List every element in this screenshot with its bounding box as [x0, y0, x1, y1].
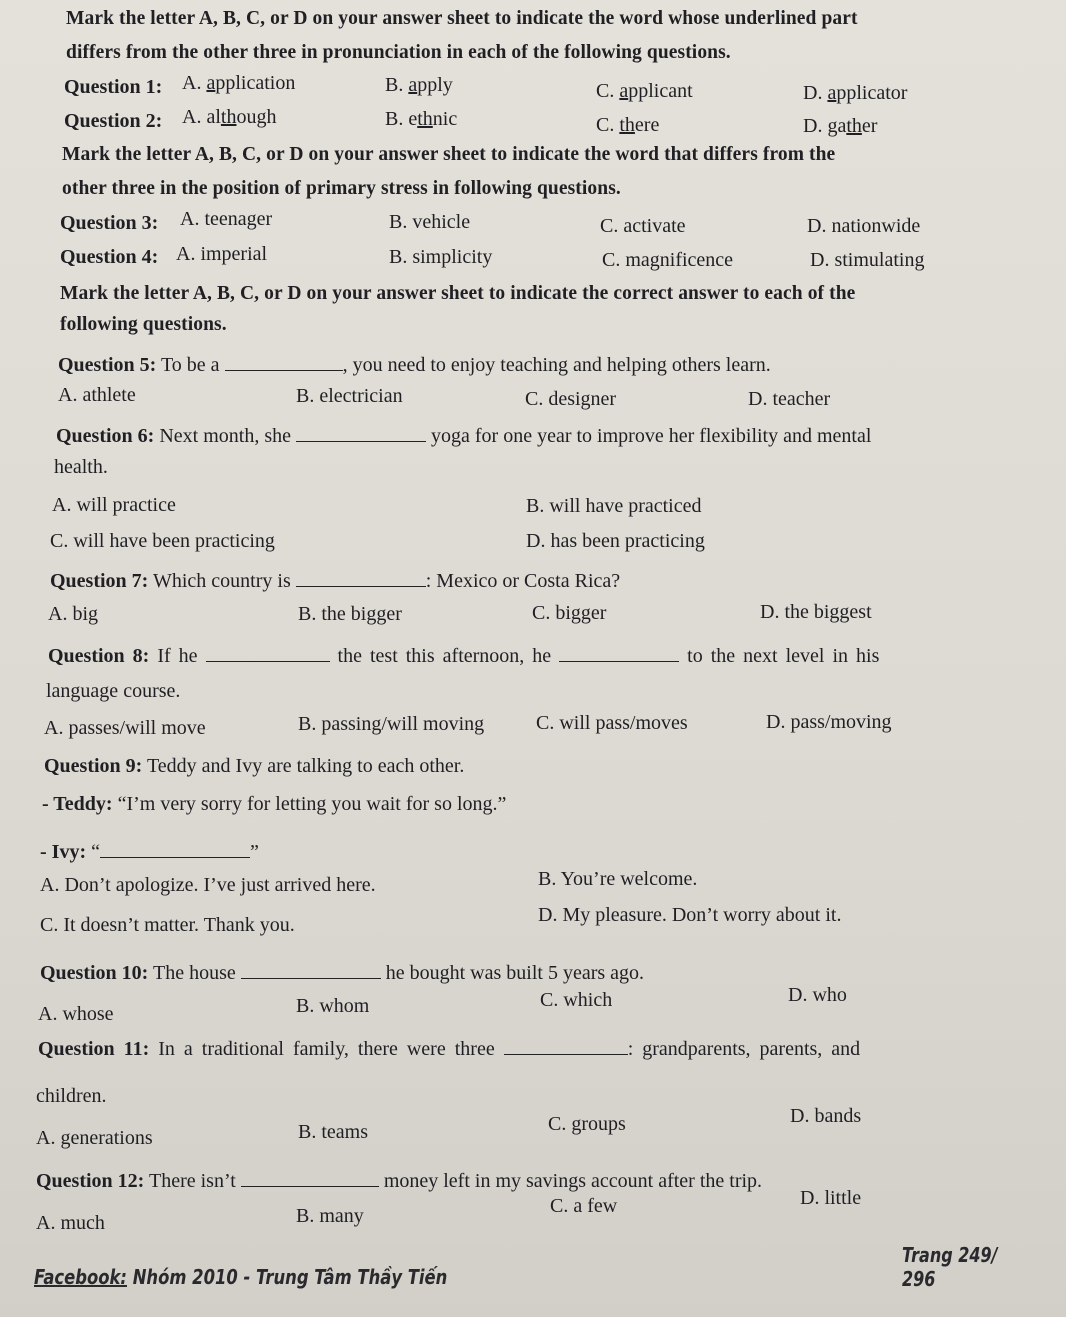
- q10-option-b: B. whom: [296, 995, 370, 1017]
- question-11-stem: Question 11: In a traditional family, there were three : grandparents, parents, and: [38, 1034, 860, 1061]
- q5-option-c: C. designer: [525, 388, 617, 410]
- q5-option-a: A. athlete: [58, 384, 136, 406]
- section2-instruction-line1: Mark the letter A, B, C, or D on your answer sheet to indicate the word that differs from the: [62, 144, 836, 165]
- q4-option-d: D. stimulating: [810, 249, 925, 271]
- q1-option-c: C. applicant: [596, 80, 693, 102]
- question-3-label: Question 3:: [60, 212, 159, 234]
- q7-option-a: A. big: [48, 603, 98, 625]
- q9-option-d: D. My pleasure. Don’t worry about it.: [538, 904, 842, 926]
- question-7-stem: Question 7: Which country is : Mexico or Costa Rica?: [50, 566, 620, 593]
- q7-option-b: B. the bigger: [298, 603, 402, 625]
- q6-option-a: A. will practice: [52, 494, 176, 516]
- q2-option-a: A. although: [182, 106, 277, 128]
- q11-option-a: A. generations: [36, 1127, 153, 1149]
- q9-ivy-line: - Ivy: “ ”: [40, 837, 259, 864]
- q4-option-c: C. magnificence: [602, 249, 734, 271]
- q9-option-b: B. You’re welcome.: [538, 868, 698, 890]
- q12-option-d: D. little: [800, 1187, 862, 1209]
- section1-instruction-line2: differs from the other three in pronunciation in each of the following questions.: [66, 42, 731, 63]
- q1-option-d: D. applicator: [803, 82, 908, 104]
- question-4-label: Question 4:: [60, 246, 159, 268]
- section3-instruction-line1: Mark the letter A, B, C, or D on your answer sheet to indicate the correct answer to each of the: [60, 283, 856, 304]
- q12-option-a: A. much: [36, 1212, 105, 1234]
- question-9-stem: Question 9: Teddy and Ivy are talking to each other.: [44, 755, 465, 777]
- q8-option-b: B. passing/will moving: [298, 713, 485, 735]
- q9-option-c: C. It doesn’t matter. Thank you.: [40, 914, 295, 936]
- question-8-stem: Question 8: If he the test this afternoon, he to the next level in his: [48, 641, 879, 668]
- question-12-stem: Question 12: There isn’t money left in my savings account after the trip.: [36, 1166, 762, 1193]
- section3-instruction-line2: following questions.: [60, 314, 227, 335]
- q6-option-d: D. has been practicing: [526, 530, 705, 552]
- q3-option-c: C. activate: [600, 215, 686, 237]
- q4-option-a: A. imperial: [176, 243, 268, 265]
- q3-option-d: D. nationwide: [807, 215, 921, 237]
- q9-teddy-line: - Teddy: “I’m very sorry for letting you wait for so long.”: [42, 793, 507, 815]
- q1-option-a: A. application: [182, 72, 296, 94]
- question-11-stem-continued: children.: [36, 1085, 107, 1107]
- q12-option-c: C. a few: [550, 1195, 618, 1217]
- question-6-stem: Question 6: Next month, she yoga for one year to improve her flexibility and mental: [56, 421, 871, 448]
- q8-option-d: D. pass/moving: [766, 711, 892, 733]
- q12-option-b: B. many: [296, 1205, 364, 1227]
- question-10-stem: Question 10: The house he bought was built 5 years ago.: [40, 958, 644, 985]
- question-6-stem-continued: health.: [54, 456, 108, 478]
- footer-page-number: Trang 249/ 296: [902, 1243, 998, 1291]
- q10-option-d: D. who: [788, 984, 847, 1006]
- q11-option-b: B. teams: [298, 1121, 368, 1143]
- q8-option-c: C. will pass/moves: [536, 712, 688, 734]
- q5-option-b: B. electrician: [296, 385, 403, 407]
- q2-option-d: D. gather: [803, 115, 878, 137]
- q9-option-a: A. Don’t apologize. I’ve just arrived here.: [40, 874, 376, 896]
- q7-option-c: C. bigger: [532, 602, 607, 624]
- q10-option-c: C. which: [540, 989, 613, 1011]
- q7-option-d: D. the biggest: [760, 601, 872, 623]
- question-8-stem-continued: language course.: [46, 680, 181, 702]
- q2-option-b: B. ethnic: [385, 108, 458, 130]
- q11-option-d: D. bands: [790, 1105, 862, 1127]
- question-1-label: Question 1:: [64, 76, 163, 98]
- q3-option-b: B. vehicle: [389, 211, 471, 233]
- q10-option-a: A. whose: [38, 1003, 114, 1025]
- q2-option-c: C. there: [596, 114, 660, 136]
- q6-option-b: B. will have practiced: [526, 495, 702, 517]
- footer-facebook-credit: Facebook: Nhóm 2010 - Trung Tâm Thầy Tiến: [34, 1265, 448, 1289]
- q3-option-a: A. teenager: [180, 208, 273, 230]
- section2-instruction-line2: other three in the position of primary stress in following questions.: [62, 178, 621, 199]
- q8-option-a: A. passes/will move: [44, 717, 206, 739]
- question-5-stem: Question 5: To be a , you need to enjoy teaching and helping others learn.: [58, 350, 771, 377]
- q5-option-d: D. teacher: [748, 388, 831, 410]
- q1-option-b: B. apply: [385, 74, 453, 96]
- section1-instruction-line1: Mark the letter A, B, C, or D on your answer sheet to indicate the word whose underlined part: [66, 8, 858, 29]
- q6-option-c: C. will have been practicing: [50, 530, 275, 552]
- question-2-label: Question 2:: [64, 110, 163, 132]
- q11-option-c: C. groups: [548, 1113, 626, 1135]
- q4-option-b: B. simplicity: [389, 246, 493, 268]
